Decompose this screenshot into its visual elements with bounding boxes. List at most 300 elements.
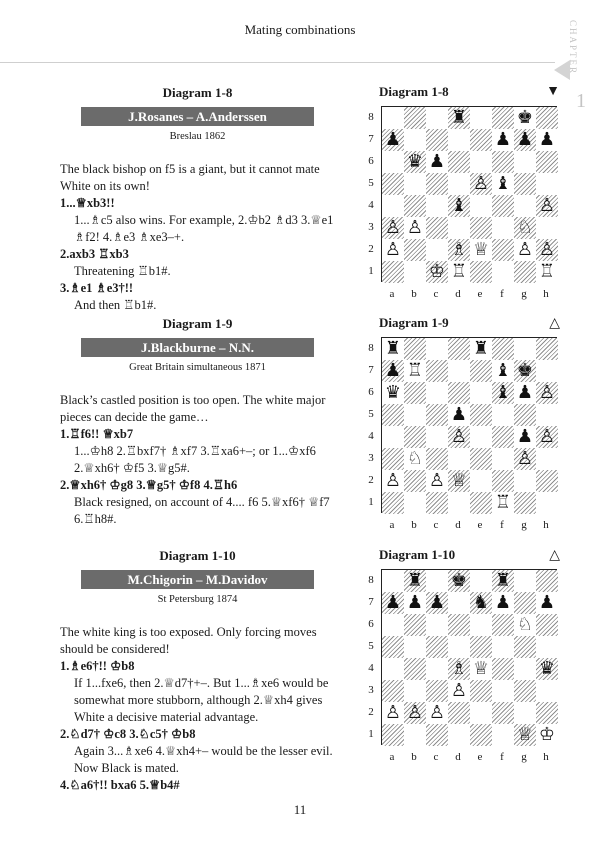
board-square <box>382 173 404 195</box>
file-label: f <box>500 288 504 300</box>
board-title-text: Diagram 1-8 <box>379 84 449 99</box>
chess-piece-icon: ♟ <box>516 426 534 447</box>
board-square <box>514 129 536 151</box>
board-square <box>536 658 558 680</box>
players-banner: J.Rosanes – A.Anderssen <box>81 107 314 126</box>
board-square <box>382 636 404 658</box>
rank-label: 5 <box>368 408 374 420</box>
board-square <box>404 173 426 195</box>
board-square <box>448 217 470 239</box>
move-line: 2.♕xh6† ♔g8 3.♕g5† ♔f8 4.♖h6 <box>60 478 238 492</box>
board-square <box>514 338 536 360</box>
board-square <box>470 129 492 151</box>
board-square <box>448 592 470 614</box>
board-square <box>448 239 470 261</box>
board-square <box>426 724 448 746</box>
board-square <box>382 570 404 592</box>
board-square <box>536 470 558 492</box>
chessboard <box>381 106 557 282</box>
board-square <box>426 426 448 448</box>
rank-label: 7 <box>368 133 374 145</box>
board-square <box>448 658 470 680</box>
board-square <box>492 360 514 382</box>
board-square <box>492 724 514 746</box>
event-line: Great Britain simultaneous 1871 <box>129 362 266 373</box>
rank-label: 8 <box>368 342 374 354</box>
board-square <box>536 426 558 448</box>
side-to-move-icon: △ <box>549 316 560 331</box>
chess-piece-icon: ♟ <box>384 592 402 613</box>
chess-piece-icon: ♙ <box>384 470 402 491</box>
board-square <box>470 195 492 217</box>
file-label: b <box>411 751 417 763</box>
chess-piece-icon: ♖ <box>494 492 512 513</box>
chess-piece-icon: ♛ <box>384 382 402 403</box>
chess-piece-icon: ♙ <box>406 217 424 238</box>
annotation: Black resigned, on account of 4.... f6 5.♕xf6† ♕f7 6.♖h8#. <box>74 495 330 526</box>
diagram-heading: Diagram 1-8 <box>162 85 233 100</box>
board-square <box>448 470 470 492</box>
chess-piece-icon: ♟ <box>538 129 556 150</box>
board-square <box>470 382 492 404</box>
chess-piece-icon: ♙ <box>384 239 402 260</box>
board-square <box>426 129 448 151</box>
board-square <box>470 239 492 261</box>
move-line: 1.♗e6†!! ♔b8 <box>60 659 135 673</box>
board-square <box>470 570 492 592</box>
file-label: g <box>521 519 527 531</box>
board-square <box>448 129 470 151</box>
board-square <box>426 702 448 724</box>
board-square <box>514 724 536 746</box>
board-square <box>382 680 404 702</box>
chess-piece-icon: ♟ <box>384 129 402 150</box>
board-square <box>382 338 404 360</box>
board-title <box>379 84 560 100</box>
file-labels <box>381 519 557 531</box>
chess-piece-icon: ♜ <box>406 570 424 591</box>
chess-piece-icon: ♟ <box>516 129 534 150</box>
board-square <box>514 217 536 239</box>
file-label: b <box>411 519 417 531</box>
board-square <box>470 702 492 724</box>
chess-piece-icon: ♙ <box>538 382 556 403</box>
board-square <box>492 614 514 636</box>
file-label: h <box>543 751 549 763</box>
chess-piece-icon: ♖ <box>406 360 424 381</box>
board-square <box>448 426 470 448</box>
board-square <box>514 382 536 404</box>
board-square <box>536 195 558 217</box>
chapter-word: CHAPTER <box>568 20 578 76</box>
rank-label: 4 <box>368 430 374 442</box>
board-square <box>470 724 492 746</box>
chapter-number: 1 <box>576 90 586 112</box>
rank-label: 5 <box>368 640 374 652</box>
chess-piece-icon: ♙ <box>538 195 556 216</box>
chess-piece-icon: ♘ <box>516 614 534 635</box>
board-square <box>448 382 470 404</box>
chess-piece-icon: ♟ <box>538 592 556 613</box>
board-square <box>404 470 426 492</box>
file-label: d <box>455 519 461 531</box>
board-square <box>514 658 536 680</box>
board-square <box>382 239 404 261</box>
chess-piece-icon: ♟ <box>384 360 402 381</box>
board-square <box>536 261 558 283</box>
board-square <box>536 360 558 382</box>
file-label: g <box>521 288 527 300</box>
board-square <box>470 107 492 129</box>
board-square <box>514 404 536 426</box>
rank-label: 2 <box>368 243 374 255</box>
board-square <box>426 614 448 636</box>
board-square <box>470 680 492 702</box>
rank-labels <box>365 569 377 745</box>
board-square <box>404 448 426 470</box>
rank-labels <box>365 106 377 282</box>
file-label: a <box>389 288 395 300</box>
board-square <box>514 570 536 592</box>
chess-diagram <box>365 315 560 537</box>
board-square <box>514 492 536 514</box>
file-label: h <box>543 288 549 300</box>
file-label: f <box>500 751 504 763</box>
board-square <box>448 107 470 129</box>
file-label: c <box>433 751 439 763</box>
board-square <box>404 492 426 514</box>
chess-diagram <box>365 547 560 769</box>
chess-piece-icon: ♟ <box>428 151 446 172</box>
board-square <box>426 404 448 426</box>
file-label: c <box>433 288 439 300</box>
rank-label: 6 <box>368 386 374 398</box>
board-square <box>492 261 514 283</box>
event-line: St Petersburg 1874 <box>157 594 238 605</box>
rank-label: 2 <box>368 706 374 718</box>
board-square <box>514 360 536 382</box>
rank-label: 3 <box>368 221 374 233</box>
chess-piece-icon: ♙ <box>384 217 402 238</box>
chapter-tab <box>560 20 600 130</box>
board-title <box>379 547 560 563</box>
rank-label: 3 <box>368 684 374 696</box>
board-square <box>382 448 404 470</box>
board-square <box>448 261 470 283</box>
board-square <box>536 239 558 261</box>
file-label: h <box>543 519 549 531</box>
board-square <box>514 680 536 702</box>
board-square <box>426 570 448 592</box>
chess-piece-icon: ♘ <box>516 217 534 238</box>
players-banner: J.Blackburne – N.N. <box>81 338 314 357</box>
chess-piece-icon: ♝ <box>494 173 512 194</box>
board-square <box>492 702 514 724</box>
rank-label: 4 <box>368 199 374 211</box>
board-square <box>470 261 492 283</box>
board-square <box>514 702 536 724</box>
rank-label: 4 <box>368 662 374 674</box>
chess-piece-icon: ♙ <box>384 702 402 723</box>
board-square <box>404 592 426 614</box>
file-label: e <box>477 519 483 531</box>
diagram-text <box>60 315 335 528</box>
file-label: e <box>477 288 483 300</box>
chessboard <box>381 569 557 745</box>
board-square <box>536 448 558 470</box>
board-square <box>382 470 404 492</box>
chess-piece-icon: ♟ <box>494 129 512 150</box>
board-square <box>426 217 448 239</box>
file-label: g <box>521 751 527 763</box>
chess-piece-icon: ♔ <box>538 724 556 745</box>
board-square <box>470 360 492 382</box>
move-line: 2.♘d7† ♔c8 3.♘c5† ♔b8 <box>60 727 196 741</box>
rank-label: 1 <box>368 728 374 740</box>
board-square <box>492 680 514 702</box>
board-square <box>514 614 536 636</box>
chess-piece-icon: ♙ <box>516 448 534 469</box>
board-square <box>404 151 426 173</box>
board-title-text: Diagram 1-9 <box>379 315 449 330</box>
board-square <box>514 261 536 283</box>
board-square <box>536 614 558 636</box>
board-square <box>514 239 536 261</box>
chess-piece-icon: ♙ <box>406 702 424 723</box>
file-label: d <box>455 751 461 763</box>
board-square <box>426 382 448 404</box>
board-square <box>536 592 558 614</box>
diagram-text <box>60 547 335 794</box>
chess-piece-icon: ♗ <box>450 239 468 260</box>
chess-piece-icon: ♜ <box>494 570 512 591</box>
board-square <box>404 261 426 283</box>
rank-label: 2 <box>368 474 374 486</box>
board-square <box>448 195 470 217</box>
move-line: 4.♘a6†!! bxa6 5.♕b4# <box>60 778 180 792</box>
chess-piece-icon: ♙ <box>538 239 556 260</box>
board-square <box>536 382 558 404</box>
board-square <box>514 151 536 173</box>
intro-text: The black bishop on f5 is a giant, but it cannot mate White on its own! <box>60 162 320 193</box>
board-square <box>404 680 426 702</box>
board-square <box>492 338 514 360</box>
board-square <box>426 658 448 680</box>
board-square <box>448 448 470 470</box>
side-to-move-icon: △ <box>549 548 560 563</box>
board-square <box>404 239 426 261</box>
board-square <box>404 338 426 360</box>
board-square <box>536 217 558 239</box>
board-square <box>492 426 514 448</box>
board-square <box>514 636 536 658</box>
rank-label: 7 <box>368 364 374 376</box>
board-square <box>404 570 426 592</box>
board-square <box>470 404 492 426</box>
board-square <box>382 492 404 514</box>
board-square <box>514 195 536 217</box>
board-square <box>492 448 514 470</box>
board-square <box>536 173 558 195</box>
chess-piece-icon: ♖ <box>538 261 556 282</box>
board-square <box>426 338 448 360</box>
intro-text: Black’s castled position is too open. The white major pieces can decide the game… <box>60 393 326 424</box>
chess-piece-icon: ♜ <box>472 338 490 359</box>
rank-label: 6 <box>368 155 374 167</box>
board-square <box>448 404 470 426</box>
chess-piece-icon: ♙ <box>450 426 468 447</box>
board-square <box>492 107 514 129</box>
file-label: a <box>389 519 395 531</box>
board-square <box>492 592 514 614</box>
chessboard <box>381 337 557 513</box>
board-square <box>492 195 514 217</box>
rank-label: 1 <box>368 496 374 508</box>
board-square <box>448 614 470 636</box>
rank-label: 8 <box>368 574 374 586</box>
board-square <box>470 338 492 360</box>
board-square <box>426 151 448 173</box>
board-square <box>536 151 558 173</box>
board-square <box>426 592 448 614</box>
chess-piece-icon: ♕ <box>450 470 468 491</box>
board-square <box>426 680 448 702</box>
chess-piece-icon: ♜ <box>384 338 402 359</box>
annotation: 1...♔h8 2.♖bxf7† ♗xf7 3.♖xa6+–; or 1...♔xf6 2.♕xh6† ♔f5 3.♕g5#. <box>74 444 316 475</box>
board-square <box>404 702 426 724</box>
board-square <box>514 470 536 492</box>
board-square <box>404 724 426 746</box>
board-square <box>382 724 404 746</box>
file-labels <box>381 288 557 300</box>
board-square <box>382 151 404 173</box>
board-square <box>382 261 404 283</box>
board-square <box>492 151 514 173</box>
rank-label: 8 <box>368 111 374 123</box>
file-label: e <box>477 751 483 763</box>
board-square <box>404 404 426 426</box>
board-square <box>470 173 492 195</box>
side-to-move-icon: ▼ <box>546 84 560 99</box>
board-square <box>514 592 536 614</box>
board-square <box>426 492 448 514</box>
chess-piece-icon: ♙ <box>450 680 468 701</box>
chess-piece-icon: ♛ <box>538 658 556 679</box>
board-square <box>470 426 492 448</box>
board-square <box>404 658 426 680</box>
rank-label: 6 <box>368 618 374 630</box>
board-square <box>448 636 470 658</box>
board-square <box>492 382 514 404</box>
board-square <box>492 173 514 195</box>
chess-piece-icon: ♙ <box>428 702 446 723</box>
board-square <box>470 492 492 514</box>
players-banner: M.Chigorin – M.Davidov <box>81 570 314 589</box>
board-square <box>448 173 470 195</box>
rank-label: 1 <box>368 265 374 277</box>
move-line: 1.♖f6!! ♕xb7 <box>60 427 134 441</box>
diagram-text <box>60 84 335 314</box>
board-square <box>382 614 404 636</box>
board-square <box>492 636 514 658</box>
board-square <box>492 470 514 492</box>
board-square <box>448 570 470 592</box>
rank-label: 7 <box>368 596 374 608</box>
chess-piece-icon: ♕ <box>472 658 490 679</box>
rank-labels <box>365 337 377 513</box>
board-square <box>404 426 426 448</box>
board-square <box>514 107 536 129</box>
chess-piece-icon: ♟ <box>428 592 446 613</box>
chess-piece-icon: ♔ <box>428 261 446 282</box>
board-square <box>382 382 404 404</box>
board-square <box>404 129 426 151</box>
board-square <box>492 217 514 239</box>
board-square <box>448 151 470 173</box>
board-square <box>448 338 470 360</box>
chess-piece-icon: ♜ <box>450 107 468 128</box>
chess-piece-icon: ♚ <box>516 107 534 128</box>
board-square <box>470 614 492 636</box>
chess-piece-icon: ♝ <box>450 195 468 216</box>
board-square <box>382 217 404 239</box>
board-square <box>448 724 470 746</box>
board-square <box>382 107 404 129</box>
chess-piece-icon: ♙ <box>472 173 490 194</box>
move-line: 1...♕xb3!! <box>60 196 115 210</box>
board-square <box>426 195 448 217</box>
diagram-heading: Diagram 1-10 <box>159 548 236 563</box>
board-square <box>382 702 404 724</box>
chess-piece-icon: ♗ <box>450 658 468 679</box>
board-square <box>426 173 448 195</box>
file-label: f <box>500 519 504 531</box>
chess-piece-icon: ♝ <box>494 360 512 381</box>
board-square <box>448 680 470 702</box>
board-square <box>448 492 470 514</box>
board-square <box>426 107 448 129</box>
board-square <box>404 217 426 239</box>
board-square <box>382 360 404 382</box>
header-rule <box>0 62 555 63</box>
annotation: And then ♖b1#. <box>74 298 157 312</box>
intro-text: The white king is too exposed. Only forcing moves should be considered! <box>60 625 317 656</box>
chess-piece-icon: ♙ <box>428 470 446 491</box>
rank-label: 3 <box>368 452 374 464</box>
chess-piece-icon: ♚ <box>450 570 468 591</box>
board-title-text: Diagram 1-10 <box>379 547 456 562</box>
board-square <box>492 492 514 514</box>
file-labels <box>381 751 557 763</box>
board-square <box>404 195 426 217</box>
chess-piece-icon: ♟ <box>406 592 424 613</box>
chess-piece-icon: ♞ <box>472 592 490 613</box>
board-square <box>448 360 470 382</box>
annotation: If 1...fxe6, then 2.♕d7†+–. But 1...♗xe6 would be somewhat more stubborn, although 2.♕xh4 gives White a decisive material advantage. <box>74 676 329 724</box>
chess-piece-icon: ♟ <box>494 592 512 613</box>
board-square <box>492 129 514 151</box>
board-square <box>404 636 426 658</box>
chess-piece-icon: ♖ <box>450 261 468 282</box>
board-square <box>536 570 558 592</box>
chess-piece-icon: ♚ <box>516 360 534 381</box>
board-square <box>514 448 536 470</box>
board-square <box>426 239 448 261</box>
chess-piece-icon: ♝ <box>494 382 512 403</box>
annotation: Again 3...♗xe6 4.♕xh4+– would be the lesser evil. Now Black is mated. <box>74 744 333 775</box>
board-square <box>470 151 492 173</box>
annotation: 1...♗c5 also wins. For example, 2.♔b2 ♗d3 3.♕e1 ♗f2! 4.♗e3 ♗xe3–+. <box>74 213 334 244</box>
